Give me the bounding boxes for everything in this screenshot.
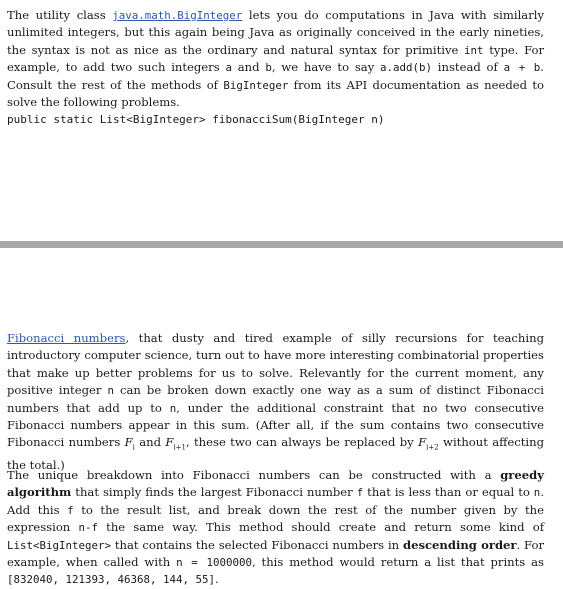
text: . Add this — [7, 485, 544, 517]
code: a — [225, 61, 232, 75]
method-signature: public static List<BigInteger> fibonacciSum(BigInteger n) — [7, 113, 385, 126]
code: a.add(b) — [380, 61, 433, 75]
math-symbol: F — [124, 435, 133, 450]
text: . Consult the rest of the methods of — [7, 60, 544, 92]
code: f — [67, 503, 74, 517]
math-symbol: F — [165, 435, 174, 450]
fibonacci-paragraph — [7, 330, 544, 475]
greedy-paragraph — [7, 467, 544, 589]
code: b — [265, 61, 272, 75]
intro-paragraph — [7, 7, 544, 111]
text: can be broken down exactly one way as a sum of distinct Fibonacci numbers that add up to — [7, 383, 544, 415]
text: The unique breakdown into Fibonacci numbers can be constructed with a — [7, 468, 501, 482]
code: BigInteger — [223, 78, 289, 92]
text: the same way. This method should create and return some kind of — [97, 520, 544, 535]
math-symbol: F — [418, 435, 427, 450]
bold-term: greedy algorithm — [7, 468, 544, 500]
text: , this method would return a list that prints as — [251, 555, 544, 570]
math-subscript: i+2 — [426, 443, 439, 452]
code: n — [107, 384, 114, 398]
text: to the result list, and break down the rest of the number given by the expression — [7, 502, 544, 535]
text: , under the additional constraint that no two consecutive Fibonacci numbers appear in this sum. (After all, if the sum contains two consecutive Fibonacci numbers — [7, 400, 545, 450]
code: n-f — [78, 521, 98, 535]
code: n — [169, 401, 177, 415]
text: The utility class — [7, 8, 113, 22]
text: and — [134, 435, 166, 450]
text: , these two can always be replaced by — [186, 435, 419, 450]
code: f — [356, 486, 364, 500]
text: and — [231, 60, 266, 75]
fibonacci-numbers-link[interactable]: Fibonacci numbers — [7, 331, 126, 345]
text: without affecting the total.) — [7, 435, 544, 473]
code: List<BigInteger> — [7, 538, 112, 552]
text: , that dusty and tired example of silly recursions for teaching introductory computer science, turn out to have more interesting combinatorial properties that make up better problems for us to solve. Relevantly for the current moment, any positive integer — [7, 331, 544, 398]
biginteger-link[interactable]: java.math.BigInteger — [112, 9, 243, 22]
bold-term: descending order — [402, 537, 517, 552]
math-subscript: i+1 — [173, 443, 186, 452]
text: that simply finds the largest Fibonacci number — [71, 485, 357, 500]
code: int — [464, 43, 484, 57]
text: that is less than or equal to — [363, 485, 534, 500]
text: . — [215, 572, 219, 587]
text: from its API documentation as needed to solve the following problems. — [7, 77, 545, 110]
text: , we have to say — [271, 60, 381, 75]
math-subscript: i — [132, 443, 135, 452]
text: type. For example, to add two such integers — [7, 42, 545, 75]
code: n — [533, 486, 541, 500]
text: . For example, when called with — [7, 537, 544, 570]
text: instead of — [432, 60, 504, 75]
code: [832040, 121393, 46368, 144, 55] — [7, 573, 216, 587]
section-divider — [0, 241, 563, 248]
code: n = 1000000 — [176, 556, 252, 570]
text: lets you do computations in Java with similarly unlimited integers, but this again being Java as originally conceived in the early nineties, the syntax is not as nice as the ordinary and natural syntax for primitive — [7, 8, 544, 57]
code: a + b — [503, 61, 541, 75]
text: that contains the selected Fibonacci numbers in — [111, 537, 403, 552]
